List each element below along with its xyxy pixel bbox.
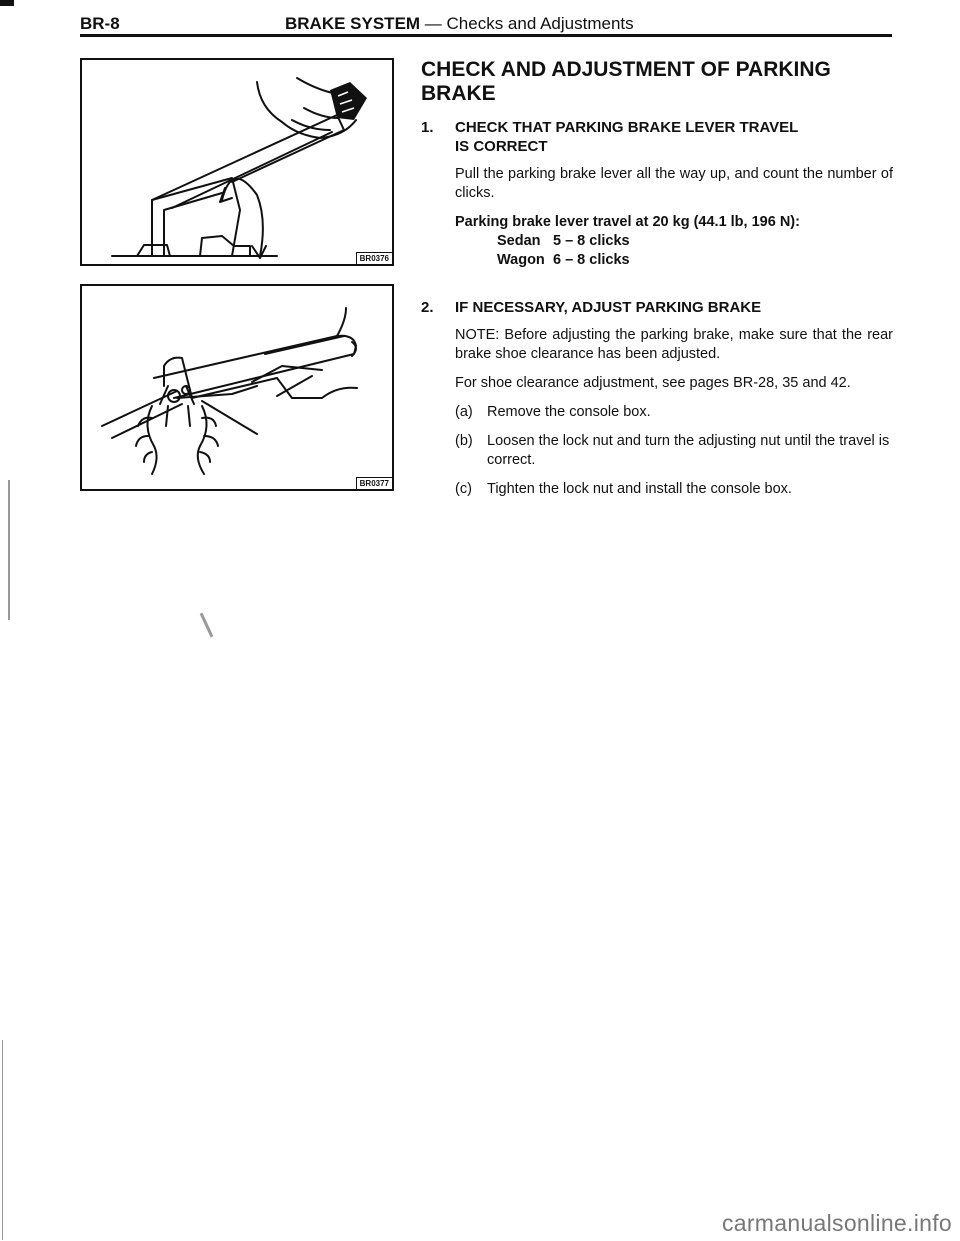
- step-instruction: Pull the parking brake lever all the way up, and count the number of clicks.: [455, 166, 893, 201]
- spec-row: [455, 232, 893, 251]
- substep: [455, 432, 893, 470]
- figure-code: BR0377: [356, 477, 392, 489]
- step-title: IF NECESSARY, ADJUST PARKING BRAKE: [455, 299, 762, 316]
- substep: [455, 480, 893, 499]
- adjust-nut-illustration: [82, 286, 392, 489]
- header-title: [285, 14, 634, 34]
- step-note: NOTE: Before adjusting the parking brake, make sure that the rear brake shoe clearance has been adjusted.: [455, 327, 893, 362]
- step-2: [421, 298, 893, 499]
- substep: [455, 403, 893, 422]
- page-corner-mark: [0, 0, 14, 6]
- step-number: 2.: [421, 299, 434, 316]
- section-title-line1: CHECK AND ADJUSTMENT OF PARKING: [421, 58, 831, 81]
- header-section-rest: — Checks and Adjustments: [420, 14, 634, 33]
- main-content: [421, 58, 893, 509]
- watermark: carmanualsonline.info: [721, 1210, 952, 1236]
- page-number: BR-8: [80, 14, 120, 33]
- section-title-line2: BRAKE: [421, 82, 496, 105]
- spec-model: Sedan: [497, 233, 541, 249]
- scan-mark: [8, 480, 10, 620]
- substep-text: Loosen the lock nut and turn the adjusting nut until the travel is correct.: [487, 433, 890, 468]
- step-1: [421, 118, 893, 270]
- substep-letter: (b): [455, 433, 473, 449]
- scan-mark: [200, 613, 214, 638]
- header-rule: [80, 34, 892, 37]
- substep-letter: (a): [455, 404, 473, 420]
- spec-model: Wagon: [497, 252, 545, 268]
- substep-letter: (c): [455, 481, 472, 497]
- figure-adjust-nut: [80, 284, 394, 491]
- section-title: [421, 58, 893, 106]
- step-reference: For shoe clearance adjustment, see pages BR-28, 35 and 42.: [455, 375, 851, 391]
- spec-value: 6 – 8 clicks: [553, 252, 630, 268]
- spec-row: [455, 251, 893, 270]
- lever-travel-illustration: [82, 60, 392, 264]
- header-section-bold: BRAKE SYSTEM: [285, 14, 421, 33]
- figure-lever-travel: [80, 58, 394, 266]
- spec-value: 5 – 8 clicks: [553, 233, 630, 249]
- step-number: 1.: [421, 119, 434, 136]
- step-title-line2: IS CORRECT: [455, 138, 548, 155]
- substep-text: Tighten the lock nut and install the console box.: [487, 481, 792, 497]
- spec-label: Parking brake lever travel at 20 kg (44.1 lb, 196 N):: [455, 214, 800, 230]
- step-title: [455, 118, 893, 156]
- scan-mark: [2, 1040, 3, 1240]
- figure-code: BR0376: [356, 252, 392, 264]
- step-title-line1: CHECK THAT PARKING BRAKE LEVER TRAVEL: [455, 119, 799, 136]
- substep-text: Remove the console box.: [487, 404, 651, 420]
